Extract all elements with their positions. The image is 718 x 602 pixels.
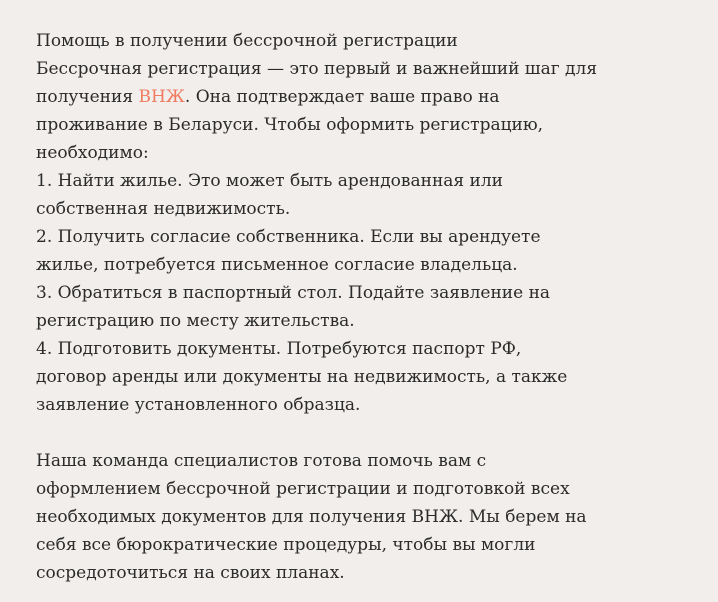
closing-line: Наша команда специалистов готова помочь вам с bbox=[36, 451, 487, 471]
closing-line: сосредоточиться на своих планах. bbox=[36, 563, 345, 583]
step-line: договор аренды или документы на недвижимость, а также bbox=[36, 367, 568, 387]
step-line: 3. Обратиться в паспортный стол. Подайте заявление на bbox=[36, 283, 551, 303]
step-line: заявление установленного образца. bbox=[36, 395, 361, 415]
intro-line: проживание в Беларуси. Чтобы оформить регистрацию, bbox=[36, 115, 544, 135]
intro-line-with-link bbox=[36, 83, 676, 111]
article-heading: Помощь в получении бессрочной регистрации bbox=[36, 31, 458, 51]
closing-line: оформлением бессрочной регистрации и подготовкой всех bbox=[36, 479, 570, 499]
vnzh-link[interactable]: ВНЖ bbox=[138, 87, 185, 107]
step-item bbox=[36, 335, 676, 419]
step-item bbox=[36, 223, 676, 279]
step-line: жилье, потребуется письменное согласие владельца. bbox=[36, 255, 518, 275]
paragraph-spacer bbox=[36, 419, 676, 447]
closing-paragraph bbox=[36, 447, 676, 587]
step-line: регистрацию по месту жительства. bbox=[36, 311, 355, 331]
closing-line: себя все бюрократические процедуры, чтобы вы могли bbox=[36, 535, 536, 555]
closing-line: необходимых документов для получения ВНЖ. Мы берем на bbox=[36, 507, 587, 527]
intro-text: . Она подтверждает ваше право на bbox=[184, 87, 500, 107]
intro-line: Бессрочная регистрация — это первый и важнейший шаг для bbox=[36, 59, 598, 79]
step-line: 4. Подготовить документы. Потребуются паспорт РФ, bbox=[36, 339, 522, 359]
steps-list bbox=[36, 167, 676, 419]
article-body bbox=[36, 27, 676, 587]
intro-text: получения bbox=[36, 87, 139, 107]
step-line: 1. Найти жилье. Это может быть арендованная или bbox=[36, 171, 503, 191]
step-line: 2. Получить согласие собственника. Если вы арендуете bbox=[36, 227, 541, 247]
step-item bbox=[36, 279, 676, 335]
step-line: собственная недвижимость. bbox=[36, 199, 291, 219]
intro-paragraph bbox=[36, 55, 676, 167]
step-item bbox=[36, 167, 676, 223]
intro-line: необходимо: bbox=[36, 143, 149, 163]
